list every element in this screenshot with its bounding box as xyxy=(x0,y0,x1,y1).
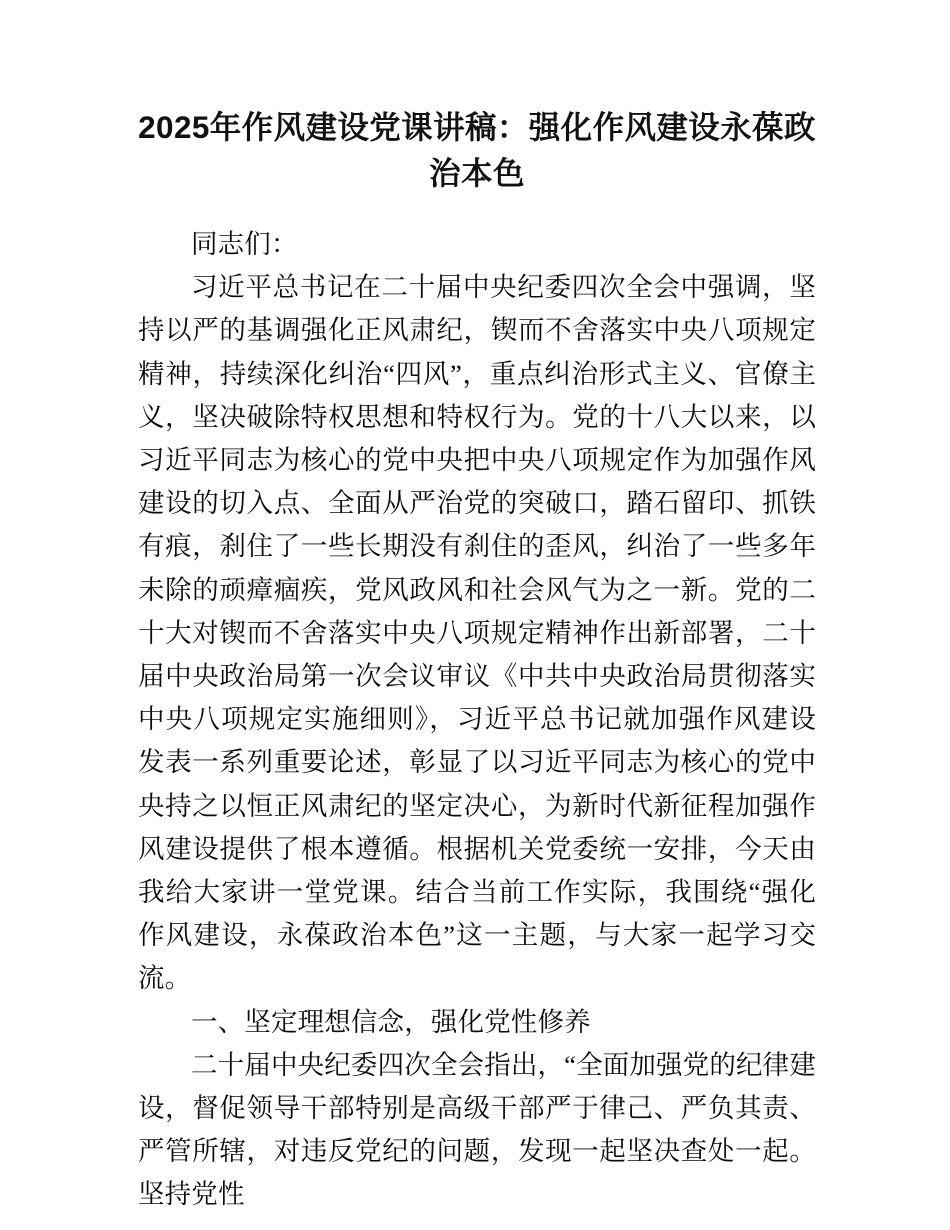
document-body xyxy=(138,223,816,1217)
page-title: 2025年作风建设党课讲稿：强化作风建设永葆政治本色 xyxy=(138,109,816,191)
page-content-area xyxy=(138,0,816,1217)
section-heading-1: 一、坚定理想信念，强化党性修养 xyxy=(191,1006,591,1037)
body-paragraph-2: 二十届中央纪委四次全会指出，“全面加强党的纪律建设，督促领导干部特别是高级干部严于律己、严负其责、严管所辖，对违反党纪的问题，发现一起坚决查处一起。坚持党性 xyxy=(138,1049,816,1210)
body-paragraph-1: 习近平总书记在二十届中央纪委四次全会中强调，坚持以严的基调强化正风肃纪，锲而不舍落实中央八项规定精神，持续深化纠治“四风”，重点纠治形式主义、官僚主义，坚决破除特权思想和特权行为。党的十八大以来，以习近平同志为核心的党中央把中央八项规定作为加强作风建设的切入点、全面从严治党的突破口，踏石留印、抓铁有痕，刹住了一些长期没有刹住的歪风，纠治了一些多年未除的顽瘴痼疾，党风政风和社会风气为之一新。党的二十大对锲而不舍落实中央八项规定精神作出新部署，二十届中央政治局第一次会议审议《中共中央政治局贯彻落实中央八项规定实施细则》，习近平总书记就加强作风建设发表一系列重要论述，彰显了以习近平同志为核心的党中央持之以恒正风肃纪的坚定决心，为新时代新征程加强作风建设提供了根本遵循。根据机关党委统一安排，今天由我给大家讲一堂党课。结合当前工作实际，我围绕“强化作风建设，永葆政治本色”这一主题，与大家一起学习交流。 xyxy=(138,272,816,994)
salutation-paragraph: 同志们： xyxy=(191,229,298,259)
